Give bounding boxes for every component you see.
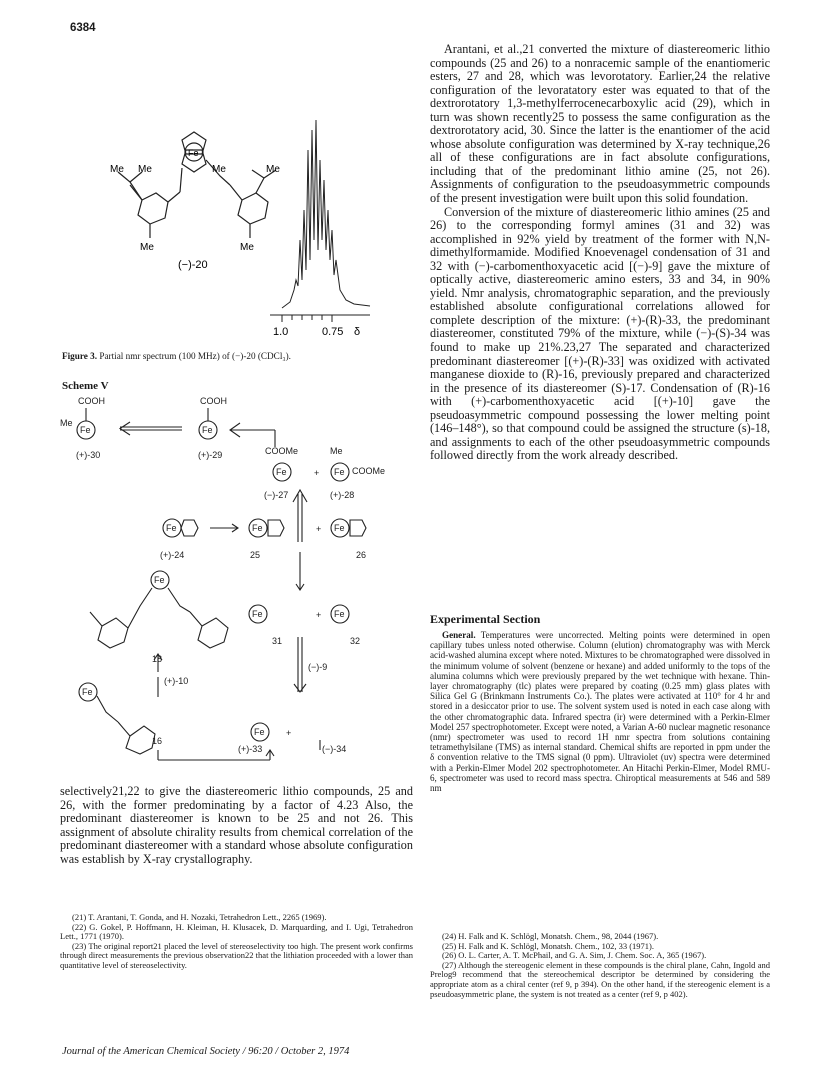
compound-label: (−)-34 bbox=[322, 744, 347, 754]
experimental-section bbox=[430, 612, 770, 627]
paragraph: Arantani, et al.,21 converted the mixture of diastereomeric lithio compounds (25 and 26) to a nonracemic sample of the enantiomeric esters, 27 and 28, which was levorotatory. Earlier,24 the relative configuration of the levoratatory ester was equated to that of the dextrorotatory 1,3-methylferrocenecarboxylic acid (29), which in turn was shown recently25 to possess the same configuration as the dextrorotatory acid, 30. Since the latter is the enantiomer of the acid whose absolute configuration was determined by X-ray technique,26 all of these configurations are in fact absolute configurations, including that of the predominant lithio amine (25, not 26). Assignments of configuration to the pseudoasymmetric compounds of the present investigation were built upon this solid foundation. bbox=[430, 42, 770, 206]
compound-label: 31 bbox=[272, 636, 283, 646]
figure-caption bbox=[62, 351, 291, 361]
me-label: Me bbox=[266, 164, 280, 175]
section-title: Experimental Section bbox=[430, 612, 541, 626]
plus-sign: + bbox=[316, 524, 322, 534]
compound-label: (+)-29 bbox=[198, 450, 223, 460]
fe-label: Fe bbox=[276, 467, 287, 477]
fe-label: Fe bbox=[166, 523, 177, 533]
fe-label: Fe bbox=[82, 687, 93, 697]
axis-tick-label: 0.75 bbox=[322, 326, 344, 338]
paragraph: Conversion of the mixture of diastereomeric lithio amines (25 and 26) to the corresponding formyl amines (31 and 32) was accomplished in 92% yield by treatment of the former with N,N-dimethylformamide. Modified Knoevenagel condensation of 31 and 32 with (−)-carbomenthoxyacetic acid [(−)-9] gave the mixture of optically active, diastereomeric amino esters, 33 and 34, in 90% yield. Nmr analysis, chromatographic separation, and the previously established absolute configurational correlations allowed for complete description of the mixture: (+)-(R)-33, the predominant diastereomer, constituted 79% of the mixture, while (−)-(S)-34 was found to make up 21%.23,27 The separated and characterized predominant diastereomer [(+)-(R)-33] was oxidized with activated manganese dioxide to (R)-16, previously prepared and characterized in the presence of its diastereomer (S)-17. Condensation of (R)-16 with (+)-carbomenthoxyacetic acid [(+)-10] gave the pseudoasymmetric compound possessing the lower melting point (146–148°), so that compound could be assigned the structure (s)-18, and assignments to each of the other pseudoasymmetric compounds followed directly from the work already described. bbox=[430, 204, 770, 463]
page-number: 6384 bbox=[70, 22, 96, 34]
compound-label: 25 bbox=[250, 550, 261, 560]
fe-label: Fe bbox=[80, 425, 91, 435]
fe-label: Fe bbox=[252, 523, 263, 533]
journal-footer: Journal of the American Chemical Society / 96:20 / October 2, 1974 bbox=[62, 1046, 350, 1057]
general-label: General. bbox=[442, 630, 476, 640]
footnote: (26) O. L. Carter, A. T. McPhail, and G. A. Sim, J. Chem. Soc. A, 365 (1967). bbox=[442, 950, 707, 961]
footnote: (25) H. Falk and K. Schlögl, Monatsh. Chem., 102, 33 (1971). bbox=[442, 940, 655, 951]
footnote: (21) T. Arantani, T. Gonda, and H. Nozaki, Tetrahedron Lett., 2265 (1969). bbox=[72, 912, 327, 922]
left-footnotes bbox=[60, 913, 413, 971]
fe-label: Fe bbox=[188, 148, 199, 158]
fe-label: Fe bbox=[154, 575, 165, 585]
compound-label: 26 bbox=[356, 550, 367, 560]
scheme-title: Scheme V bbox=[62, 380, 109, 392]
scheme-labels bbox=[60, 396, 385, 754]
figure-caption-text: Partial nmr spectrum (100 MHz) of (−)-20 (CDCl₃). bbox=[99, 351, 291, 361]
experimental-text bbox=[430, 630, 770, 793]
compound-label: 16 bbox=[152, 736, 163, 746]
scheme-group-label: Me bbox=[60, 418, 73, 428]
figure-caption-label: Figure 3. bbox=[62, 351, 98, 361]
compound-label: 18 bbox=[152, 654, 163, 664]
scheme-group-label: Me bbox=[330, 446, 343, 456]
compound-label: (−)-27 bbox=[264, 490, 289, 500]
fe-label: Fe bbox=[334, 467, 345, 477]
fe-label: Fe bbox=[334, 523, 345, 533]
scheme-group-label: COOMe bbox=[352, 466, 386, 476]
compound-label: 32 bbox=[350, 636, 361, 646]
axis-ticks bbox=[282, 315, 332, 322]
plus-sign: + bbox=[314, 468, 320, 478]
figure-3-nmr bbox=[70, 90, 410, 350]
scheme-group-label: COOH bbox=[200, 396, 227, 406]
axis-unit-label: δ bbox=[354, 326, 361, 338]
general-text: Temperatures were uncorrected. Melting points were determined in open capillary tubes unless noted otherwise. Column (elution) chromatography was with Merck acid-washed alumina except where noted. Mixtures to be chromatographed were dissolved in the minimum volume of solvent (benzene or hexane) and added uniformly to the tops of the alumina columns which were previously prepared by the wet technique with hexane. Thin-layer chromatography (tlc) plates were prepared by coating (0.25 mm) glass plates with Silica Gel G (Brinkmann Instruments Co.). The plates were activated at 110° for 4 hr and stored in a desiccator prior to use. The solvent system used is noted in each case along with the other chromatographic data. Infrared spectra (ir) were determined with a Perkin-Elmer Model 257 spectrophotometer. Except were noted, a Varian A-60 nuclear magnetic resonance (nmr) spectrometer was used to record 1H nmr spectra from solutions containing tetramethylsilane (TMS) as internal standard. Chemical shifts are reported in ppm under the δ convention relative to the TMS signal (0 ppm). Ultraviolet (uv) spectra were determined with a Perkin-Elmer Model 202 spectrophotometer. An Hitachi Perkin-Elmer, Model RMU-6, spectrometer was used to record mass spectra. Chiroptical measurements at 546 and 589 nm bbox=[430, 630, 771, 794]
compound-label: (−)-9 bbox=[308, 662, 328, 672]
plus-sign: + bbox=[286, 728, 292, 738]
compound-label: (+)-33 bbox=[238, 744, 263, 754]
fe-label: Fe bbox=[202, 425, 213, 435]
compound-label: (+)-28 bbox=[330, 490, 355, 500]
fe-label: Fe bbox=[334, 609, 345, 619]
footnote: (24) H. Falk and K. Schlögl, Monatsh. Chem., 98, 2044 (1967). bbox=[442, 931, 659, 941]
scheme-v-diagram bbox=[60, 392, 410, 762]
paragraph: selectively21,22 to give the diastereomeric lithio compounds, 25 and 26, with the former predominating by a factor of 4.23 Also, the predominant diastereomer is known to be 25 and not 26. This assignment of absolute chirality results from chemical correlation of the predominant diastereomer with a standard whose absolute configuration was establish by X-ray crystallography. bbox=[60, 784, 413, 866]
me-label: Me bbox=[212, 164, 226, 175]
scheme-group-label: COOH bbox=[78, 396, 105, 406]
me-label: Me bbox=[240, 242, 254, 253]
right-column-text bbox=[430, 43, 770, 463]
compound-label: (+)-30 bbox=[76, 450, 101, 460]
plus-sign: + bbox=[316, 610, 322, 620]
compound-label: (−)-20 bbox=[178, 259, 208, 271]
me-label: Me bbox=[138, 164, 152, 175]
scheme-structures bbox=[77, 408, 366, 760]
footnote: (23) The original report21 placed the level of stereoselectivity too high. The present work confirms through direct measurements the previous observation22 that the lithiation proceeded with a lower than quantitative level of stereoselectivity. bbox=[60, 940, 413, 970]
compound-label: (+)-10 bbox=[164, 676, 189, 686]
me-label: Me bbox=[140, 242, 154, 253]
right-footnotes bbox=[430, 932, 770, 999]
axis-tick-label: 1.0 bbox=[273, 326, 289, 338]
fe-label: Fe bbox=[252, 609, 263, 619]
compound-label: (+)-24 bbox=[160, 550, 185, 560]
nmr-spectrum-trace bbox=[282, 120, 370, 308]
footnote: (22) G. Gokel, P. Hoffmann, H. Kleiman, H. Klusacek, D. Marquarding, and I. Ugi, Tetrahedron Lett., 1771 (1970). bbox=[60, 921, 413, 942]
fe-label: Fe bbox=[254, 727, 265, 737]
scheme-group-label: COOMe bbox=[265, 446, 299, 456]
footnote: (27) Although the stereogenic element in these compounds is the chiral plane, Cahn, Ingold and Prelog9 recommend that the stereochemical descriptor be determined by considering the appropriate atom as a chiral center (ref 9, p 394). On the other hand, if the stereogenic element is a pseudoasymmetric plane, the system is not treated as a center (ref 9, p 402). bbox=[430, 959, 770, 999]
me-label: Me bbox=[110, 164, 124, 175]
left-column-text bbox=[60, 785, 413, 866]
